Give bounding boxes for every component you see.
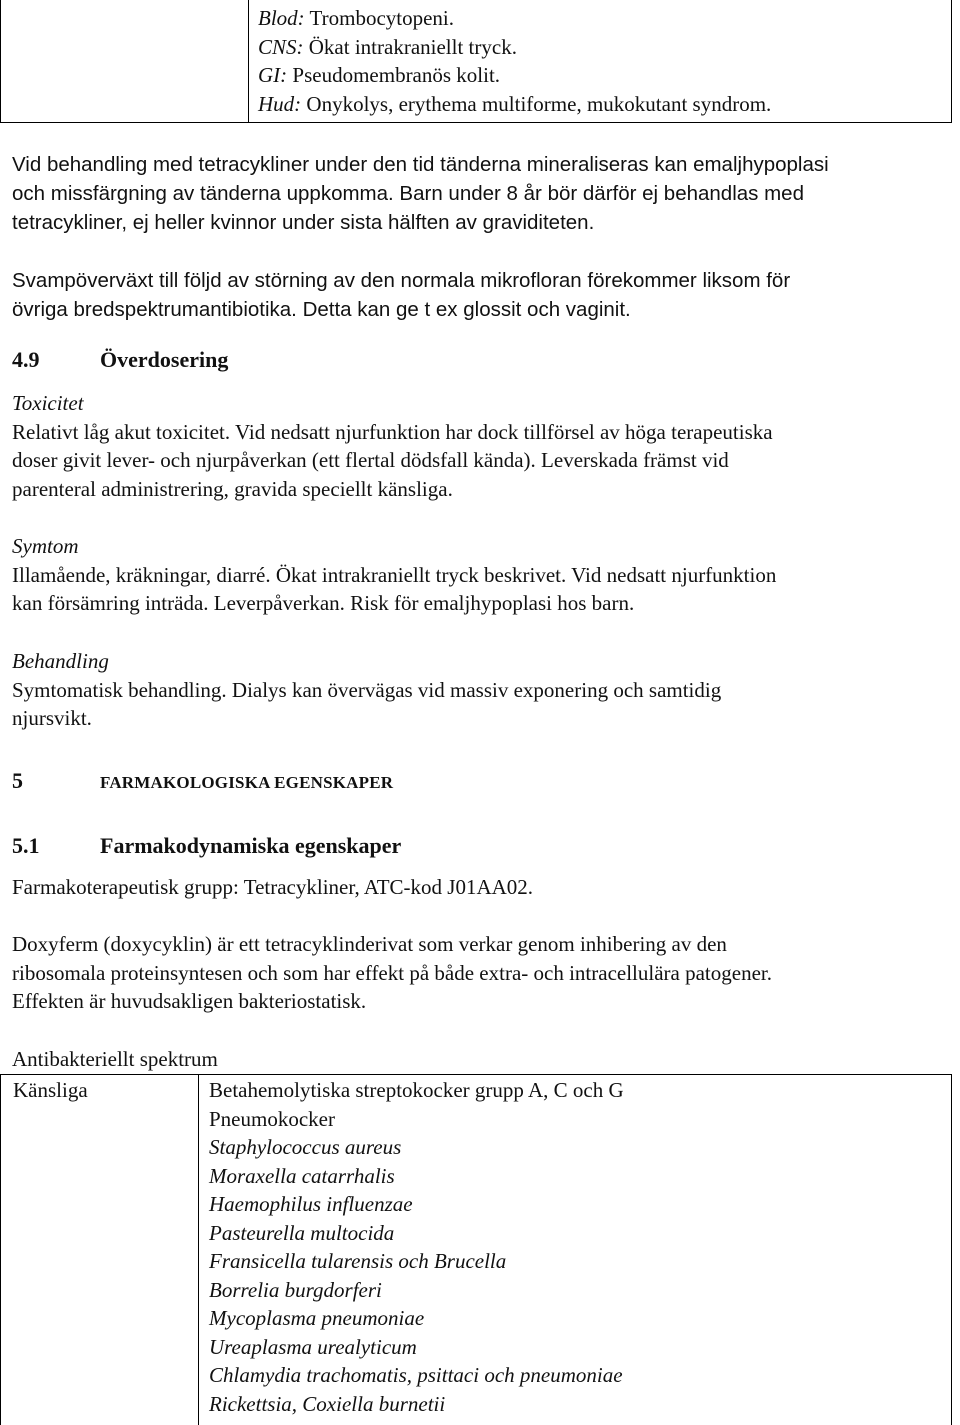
treatment-block bbox=[12, 647, 942, 733]
spectrum-heading: Antibakteriellt spektrum bbox=[12, 1047, 218, 1071]
susceptible-label: Känsliga bbox=[13, 1078, 88, 1102]
antibacterial-spectrum-table bbox=[0, 1074, 952, 1425]
organism-item: Fransicella tularensis och Brucella bbox=[209, 1249, 507, 1273]
paragraph-line: Vid behandling med tetracykliner under den tid tänderna mineraliseras kan emaljhypoplasi bbox=[12, 153, 829, 176]
subheading-toxicity: Toxicitet bbox=[12, 391, 84, 415]
section-number: 5.1 bbox=[12, 833, 40, 858]
adverse-effects-cell bbox=[258, 4, 771, 118]
section-title: Överdosering bbox=[100, 347, 229, 372]
organism-list bbox=[209, 1076, 624, 1418]
paragraph-line: övriga bredspektrumantibiotika. Detta kan ge t ex glossit och vaginit. bbox=[12, 298, 631, 321]
subheading-symptoms: Symtom bbox=[12, 534, 79, 558]
organism-item: Haemophilus influenzae bbox=[209, 1192, 413, 1216]
table-column-divider bbox=[248, 0, 249, 122]
atc-line: Farmakoterapeutisk grupp: Tetracykliner, ATC-kod J01AA02. bbox=[12, 875, 534, 899]
organism-item: Staphylococcus aureus bbox=[209, 1135, 402, 1159]
section-heading-4-9 bbox=[12, 346, 228, 375]
paragraph-line: tetracykliner, ej heller kvinnor under sista hälften av graviditeten. bbox=[12, 211, 595, 234]
organism-item: Moraxella catarrhalis bbox=[209, 1163, 395, 1188]
paragraph-line: kan försämring inträda. Leverpåverkan. Risk för emaljhypoplasi hos barn. bbox=[12, 591, 635, 616]
organism-item: Pasteurella multocida bbox=[209, 1220, 395, 1245]
organism-item: Borrelia burgdorferi bbox=[209, 1277, 382, 1302]
organism-item: Mycoplasma pneumoniae bbox=[209, 1306, 425, 1330]
adverse-effect-row: GI: Pseudomembranös kolit. bbox=[258, 63, 501, 88]
paragraph-line: Svampöverväxt till följd av störning av den normala mikrofloran förekommer liksom för bbox=[12, 269, 791, 292]
fungal-overgrowth-paragraph bbox=[12, 266, 942, 324]
section-heading-5-1 bbox=[12, 832, 401, 861]
organism-item: Ureaplasma urealyticum bbox=[209, 1334, 417, 1359]
mechanism-paragraph bbox=[12, 930, 942, 1016]
subheading-treatment: Behandling bbox=[12, 649, 109, 673]
section-heading-5 bbox=[12, 767, 393, 798]
teeth-paragraph bbox=[12, 150, 942, 237]
paragraph-line: Illamående, kräkningar, diarré. Ökat intrakraniellt tryck beskrivet. Vid nedsatt njurfunktion bbox=[12, 562, 777, 587]
organism-item: Betahemolytiska streptokocker grupp A, C och G bbox=[209, 1078, 624, 1102]
section-title: Farmakodynamiska egenskaper bbox=[100, 833, 402, 858]
toxicity-block bbox=[12, 389, 942, 503]
paragraph-line: Relativt låg akut toxicitet. Vid nedsatt njurfunktion har dock tillförsel av höga terapeutiska bbox=[12, 419, 773, 444]
adverse-effect-row: CNS: Ökat intrakraniellt tryck. bbox=[258, 34, 517, 59]
table-column-divider bbox=[198, 1075, 199, 1425]
paragraph-line: och missfärgning av tänderna uppkomma. Barn under 8 år bör därför ej behandlas med bbox=[12, 182, 804, 205]
paragraph-line: parenteral administrering, gravida speciellt känsliga. bbox=[12, 476, 453, 501]
paragraph-line: Doxyferm (doxycyklin) är ett tetracyklinderivat som verkar genom inhibering av den bbox=[12, 932, 727, 956]
section-number: 5 bbox=[12, 768, 23, 793]
symptoms-block bbox=[12, 532, 942, 618]
section-number: 4.9 bbox=[12, 347, 40, 372]
paragraph-line: doser givit lever- och njurpåverkan (ett flertal dödsfall kända). Leverskada främst vid bbox=[12, 448, 729, 473]
paragraph-line: ribosomala proteinsyntesen och som har effekt på både extra- och intracellulära patogener. bbox=[12, 960, 772, 985]
adverse-effect-row: Hud: Onykolys, erythema multiforme, mukokutant syndrom. bbox=[258, 91, 772, 116]
organism-item: Chlamydia trachomatis, psittaci och pneumoniae bbox=[209, 1363, 623, 1387]
organism-item: Pneumokocker bbox=[209, 1106, 335, 1131]
paragraph-line: Effekten är huvudsakligen bakteriostatisk. bbox=[12, 989, 367, 1014]
section-title: FARMAKOLOGISKA EGENSKAPER bbox=[100, 773, 394, 792]
organism-item: Rickettsia, Coxiella burnetii bbox=[209, 1391, 446, 1416]
paragraph-line: Symtomatisk behandling. Dialys kan övervägas vid massiv exponering och samtidig bbox=[12, 677, 722, 702]
adverse-effect-row: Blod: Trombocytopeni. bbox=[258, 6, 455, 30]
paragraph-line: njursvikt. bbox=[12, 706, 92, 731]
adverse-effects-table bbox=[0, 0, 952, 123]
